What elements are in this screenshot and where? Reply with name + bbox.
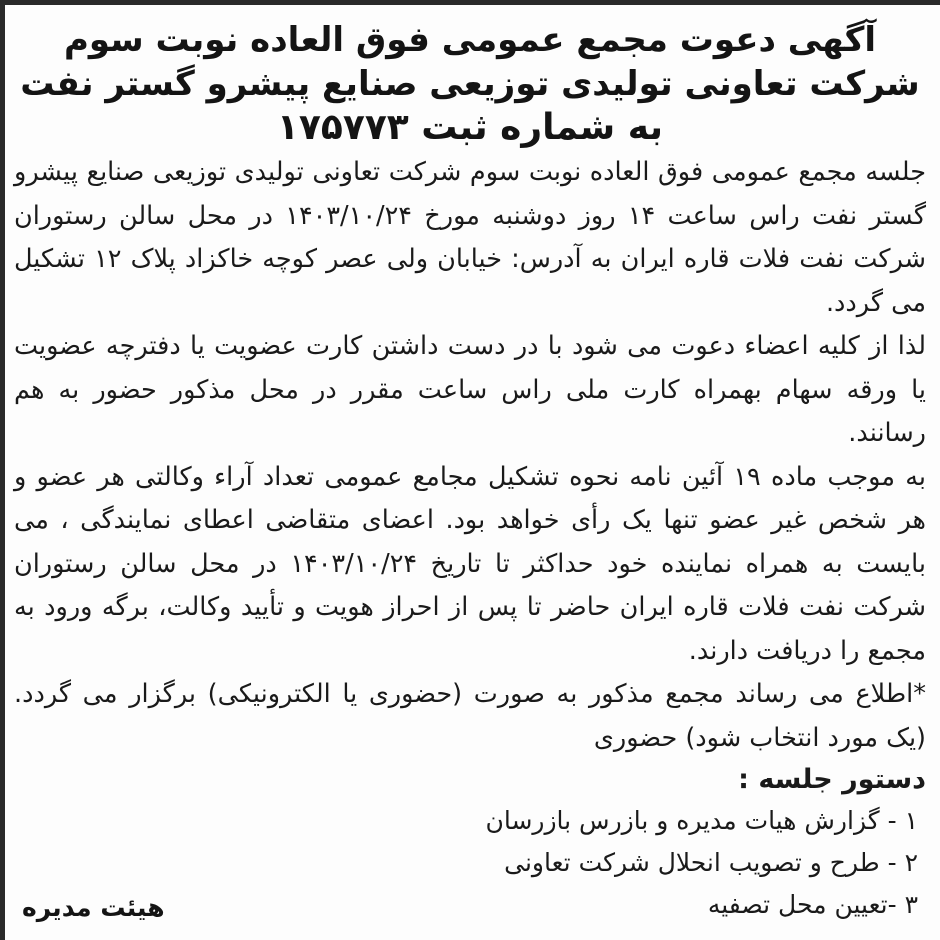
notice-title [14, 18, 926, 150]
notice-body [14, 151, 926, 760]
paragraph-invitation: لذا از کلیه اعضاء دعوت می شود با در دست داشتن کارت عضویت یا دفترچه عضویت یا ورقه سهام بهمراه کارت ملی راس ساعت مقرر در محل مذکور حضور به هم رسانند. [14, 331, 926, 448]
signature-board-of-directors: هیئت مدیره [22, 893, 165, 922]
agenda-item: ۳ -تعیین محل تصفیه [707, 890, 918, 919]
notice [14, 18, 926, 926]
agenda-item: ۱ - گزارش هیات مدیره و بازرس بازرسان [485, 806, 918, 835]
agenda-heading: دستور جلسه : [738, 764, 926, 795]
left-border [0, 0, 5, 940]
top-border [0, 0, 940, 5]
agenda-item: ۲ - طرح و تصویب انحلال شرکت تعاونی [504, 848, 918, 877]
title-line-3: به شماره ثبت ۱۷۵۷۷۳ [276, 107, 664, 148]
meeting-format-note: *اطلاع می رساند مجمع مذکور به صورت (حضوری یا الکترونیکی) برگزار می گردد. (یک مورد انتخاب شود) حضوری [14, 679, 926, 753]
title-line-2: شرکت تعاونی تولیدی توزیعی صنایع پیشرو گستر نفت [20, 64, 920, 104]
paragraph-meeting-details: جلسه مجمع عمومی فوق العاده نوبت سوم شرکت تعاونی تولیدی توزیعی صنایع پیشرو گستر نفت راس ساعت ۱۴ روز دوشنبه مورخ ۱۴۰۳/۱۰/۲۴ در محل سالن رستوران شرکت نفت فلات قاره ایران به آدرس: خیابان ولی عصر کوچه خاکزاد پلاک ۱۲ تشکیل می گردد. [14, 157, 927, 318]
title-line-1: آگهی دعوت مجمع عمومی فوق العاده نوبت سوم [63, 20, 877, 60]
paragraph-proxy-rules: به موجب ماده ۱۹ آئین نامه نحوه تشکیل مجامع عمومی تعداد آراء وکالتی هر عضو و هر شخص غیر عضو تنها یک رأی خواهد بود. اعضای متقاضی اعطای نمایندگی ، می بایست به همراه نماینده خود حداکثر تا تاریخ ۱۴۰۳/۱۰/۲۴ در محل سالن رستوران شرکت نفت فلات قاره ایران حاضر تا پس از احراز هویت و تأیید وکالت، برگه ورود به مجمع را دریافت دارند. [14, 461, 926, 666]
